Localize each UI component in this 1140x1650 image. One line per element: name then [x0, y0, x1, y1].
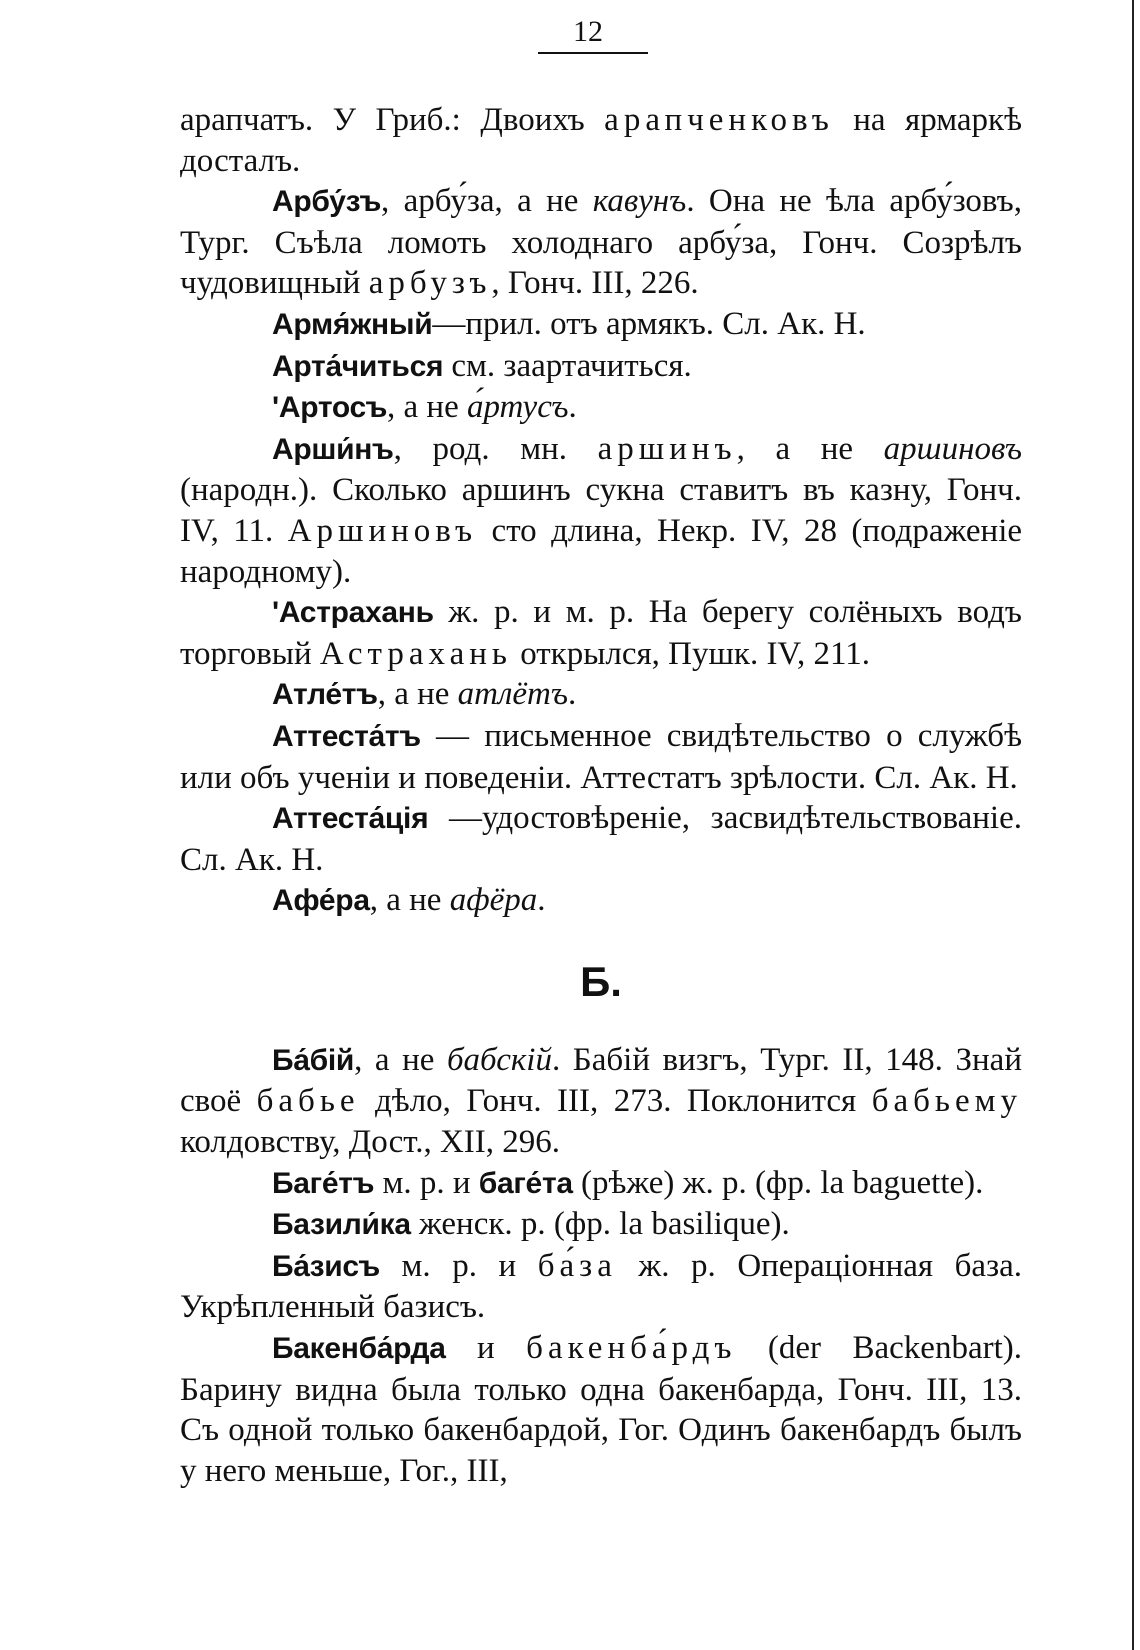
dictionary-entry [180, 880, 1022, 922]
spaced-emphasis: бабье [256, 1083, 360, 1120]
entry-text: , а не [369, 882, 450, 919]
spaced-emphasis: арбузъ [368, 265, 492, 302]
headword: Аттеста́тъ [272, 719, 421, 753]
entry-text: , а не [354, 1041, 447, 1078]
dictionary-entry [180, 592, 1022, 674]
entry-text: (der Backenbart). Барину видна была только одна бакенбарда, Гонч. III, 13. Съ одной только бакенбардой, Гог. Одинъ бакенбардъ былъ у него меньше, Гог., III, [180, 1330, 1022, 1489]
entry-text: . [537, 882, 546, 919]
spaced-emphasis: Аршиновъ [287, 512, 478, 549]
entry-text: женск. р. (фр. la basilique). [410, 1206, 790, 1243]
headword: баге́та [478, 1166, 573, 1200]
entry-text: , а не [387, 389, 467, 426]
spaced-emphasis: аршинъ [597, 430, 737, 467]
entry-text: , Гонч. III, 226. [491, 265, 699, 302]
entry-text: , а не [736, 430, 884, 467]
entry-text: см. заартачиться. [443, 347, 692, 384]
entry-text: —удостовѣреніе, засвидѣтельствованіе. Сл. Ак. Н. [180, 800, 1022, 878]
headword: Атле́тъ [272, 678, 378, 712]
dictionary-entry [180, 1246, 1022, 1328]
spaced-emphasis: бакенба́рдъ [526, 1330, 737, 1367]
section-letter-heading: Б. [580, 957, 622, 1005]
entry-text: открылся, Пушк. IV, 211. [511, 635, 871, 672]
entry-text: на ярмаркѣ досталъ. [180, 102, 1022, 179]
entry-text: (народн.). Сколько аршинъ сукна ставитъ въ казну, Гонч. IV, 11. [180, 472, 1022, 549]
headword: Базили́ка [272, 1208, 411, 1242]
entry-text: —прил. отъ армякъ. Сл. Ак. Н. [432, 305, 866, 342]
dictionary-entry [180, 1328, 1022, 1491]
entry-text: колдовству, Дост., XII, 296. [180, 1124, 561, 1161]
spaced-emphasis: ба́за [537, 1247, 617, 1284]
entry-text: . Бабій визгъ, Тург. II, 148. Знай своё [180, 1041, 1022, 1120]
headword: Арта́читься [272, 349, 444, 383]
headword: Баге́тъ [272, 1166, 375, 1200]
dictionary-entry [180, 387, 1022, 429]
dictionary-entry [180, 1040, 1022, 1163]
entry-text: . [568, 389, 577, 426]
dictionary-entry [180, 304, 1022, 346]
entry-text: (рѣже) ж. р. (фр. la baguette). [572, 1164, 984, 1201]
entry-text: дѣло, Гонч. III, 273. Поклонится [359, 1083, 872, 1120]
headword: 'Артосъ [272, 391, 388, 425]
headword: Арбу́зъ [272, 185, 382, 219]
headword: 'Астрахань [272, 596, 434, 630]
dictionary-entry [180, 429, 1022, 592]
italic-variant: аршиновъ [883, 430, 1022, 467]
entry-text: сто длина, Некр. IV, 28 (подраженіе народному). [180, 512, 1023, 590]
entry-text: и [445, 1330, 527, 1367]
page-number-rule [538, 52, 648, 54]
headword: Бакенба́рда [272, 1332, 446, 1366]
entry-text: , а не [377, 676, 458, 713]
dictionary-entry [180, 798, 1022, 880]
entry-text: . Она не ѣла арбу́зовъ, Тург. Съѣла ломоть холоднаго арбу́за, Гонч. Созрѣлъ чудовищный [180, 183, 1022, 302]
entry-continuation [180, 100, 1022, 181]
headword: Армя́жный [272, 307, 433, 341]
spaced-emphasis: арапченковъ [604, 102, 834, 138]
headword: Арши́нъ [272, 432, 394, 466]
dictionary-text-column [180, 100, 1022, 1491]
spaced-emphasis: бабьему [871, 1083, 1022, 1120]
italic-variant: а́ртусъ [466, 389, 569, 426]
headword: Ба́бій [272, 1043, 355, 1077]
dictionary-entry [180, 716, 1022, 798]
dictionary-entry [180, 181, 1022, 304]
entry-text: — письменное свидѣтельство о службѣ или объ ученіи и поведеніи. Аттестатъ зрѣлости. Сл. Ак. Н. [180, 717, 1022, 796]
italic-variant: кавунъ [592, 183, 687, 220]
entry-text: м. р. и [379, 1247, 538, 1284]
dictionary-entry [180, 1204, 1022, 1246]
entry-text: , род. мн. [393, 430, 598, 467]
headword: Афе́ра [272, 884, 370, 918]
entry-text: м. р. и [374, 1164, 479, 1201]
dictionary-entry [180, 346, 1022, 388]
italic-variant: атлётъ [457, 676, 568, 713]
dictionary-entry [180, 674, 1022, 716]
entry-text: , арбу́за, а не [381, 183, 593, 220]
entry-text: ж. р. и м. р. На берегу солёныхъ водъ торговый [180, 594, 1022, 672]
spaced-emphasis: Астрахань [319, 635, 512, 672]
italic-variant: афёра [449, 882, 538, 919]
page-edge-line [1132, 0, 1134, 1650]
page-number: 12 [573, 15, 603, 48]
entry-text: арапчатъ. У Гриб.: Двоихъ [180, 102, 605, 138]
entry-text: . [567, 676, 577, 713]
headword: Аттеста́ція [272, 802, 429, 836]
entry-text: ж. р. Операціонная база. Укрѣпленный базисъ. [180, 1247, 1023, 1326]
italic-variant: бабскій [446, 1041, 552, 1078]
headword: Ба́зисъ [272, 1249, 380, 1283]
dictionary-entry [180, 1163, 1022, 1205]
